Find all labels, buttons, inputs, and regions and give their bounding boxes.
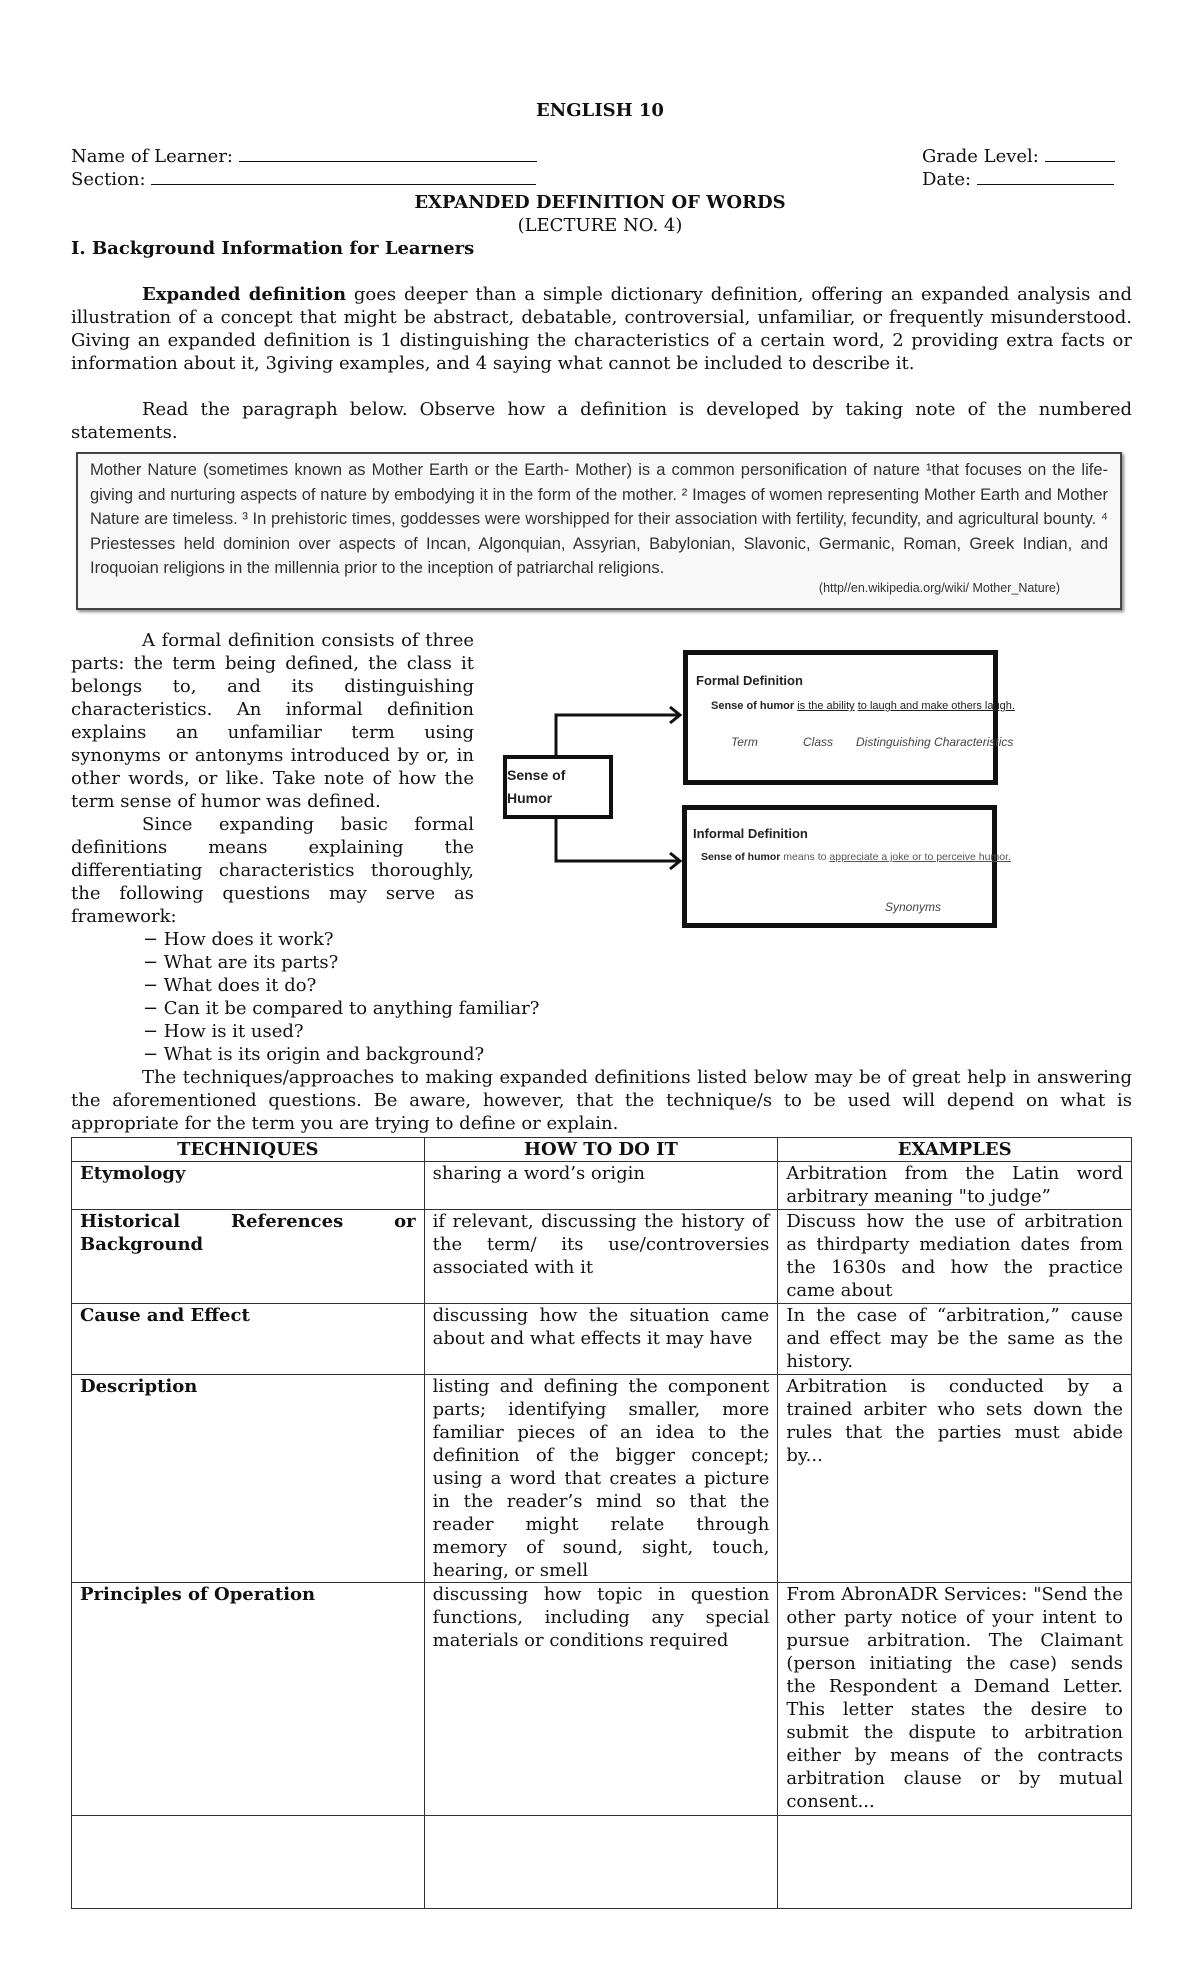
table-row [72, 1304, 1132, 1375]
lecture-number: (LECTURE NO. 4) [517, 215, 683, 236]
grade-field[interactable] [922, 145, 1115, 168]
header-examples: EXAMPLES [778, 1138, 1132, 1162]
instruction-paragraph: Read the paragraph below. Observe how a definition is developed by taking note of the numbered statements. [71, 399, 1132, 443]
question-list [143, 928, 539, 1066]
section-field[interactable] [71, 168, 536, 191]
informal-sentence [701, 846, 1011, 869]
example-cell: Arbitration is conducted by a trained arbiter who sets down the rules that the parties must abide by... [778, 1375, 1132, 1583]
label-synonyms: Synonyms [885, 900, 942, 914]
date-label: Date: [922, 169, 972, 190]
question-item: − Can it be compared to anything familiar? [143, 998, 540, 1019]
empty-cell [72, 1816, 425, 1909]
label-class: Class [803, 735, 834, 749]
term-bold: Expanded definition [142, 284, 347, 305]
techniques-table [71, 1137, 1132, 1909]
label-term: Term [731, 735, 758, 749]
technique-cell: Description [72, 1375, 425, 1583]
definition-diagram [490, 625, 1130, 930]
formal-informal-paragraph: A formal definition consists of three parts: the term being defined, the class it belongs to, and its distinguishing characteristics. An informal definition explains an unfamiliar term using synonyms or antonyms introduced by or, in other words, or like. Take note of how the term sense of humor was defined. [71, 630, 474, 812]
table-row [72, 1375, 1132, 1583]
informal-synonyms: appreciate a joke or to perceive humor. [829, 851, 1011, 863]
formal-term: Sense of humor [711, 700, 795, 712]
table-row [72, 1162, 1132, 1210]
technique-cell: Etymology [72, 1162, 425, 1210]
example-cell: Arbitration from the Latin word arbitrary meaning "to judge” [778, 1162, 1132, 1210]
informal-means: means to [780, 851, 830, 863]
grade-label: Grade Level: [922, 146, 1039, 167]
subject-title: ENGLISH 10 [536, 100, 664, 121]
formal-title: Formal Definition [696, 673, 803, 688]
informal-term: Sense of humor [701, 851, 781, 863]
example-cell: Discuss how the use of arbitration as thirdparty mediation dates from the 1630s and how the practice came about [778, 1210, 1132, 1304]
how-cell: sharing a word’s origin [424, 1162, 778, 1210]
intro-paragraph [71, 283, 1132, 375]
lesson-title: EXPANDED DEFINITION OF WORDS [414, 192, 786, 213]
section-label: Section: [71, 169, 146, 190]
formal-sentence [711, 695, 1015, 718]
section-heading: I. Background Information for Learners [71, 238, 475, 259]
intro-text: goes deeper than a simple dictionary definition, offering an expanded analysis and illustration of a concept that might be abstract, debatable, controversial, unfamiliar, or frequently misunderstood. Giving an expanded definition is 1 distinguishing the characteristics of a certain word, 2 providing extra facts or information about it, 3giving examples, and 4 saying what cannot be included to describe it. [71, 284, 1132, 374]
example-cell: In the case of “arbitration,” cause and effect may be the same as the history. [778, 1304, 1132, 1375]
framework-paragraph: Since expanding basic formal definitions means explaining the differentiating characteristics thoroughly, the following questions may serve as framework: [71, 814, 474, 927]
informal-title: Informal Definition [693, 826, 808, 841]
question-item: − What is its origin and background? [143, 1044, 485, 1065]
how-cell: listing and defining the component parts; identifying smaller, more familiar pieces of an idea to the definition of the bigger concept; using a word that creates a picture in the reader’s mind so that the reader might relate through memory of sound, sight, touch, hearing, or smell [424, 1375, 778, 1583]
question-item: − How does it work? [143, 929, 334, 950]
passage-text: Mother Nature (sometimes known as Mother Earth or the Earth- Mother) is a common personification of nature ¹that focuses on the life-giving and nurturing aspects of nature by embodying it in the form of the mother. ² Images of women representing Mother Earth and Mother Nature are timeless. ³ In prehistoric times, goddesses were worshipped for their association with fertility, fecundity, and agricultural bounty. ⁴ Priestesses held dominion over aspects of Incan, Algonquian, Assyrian, Babylonian, Slavonic, Germanic, Roman, Greek Indian, and Iroquoian religions in the millennia prior to the inception of patriarchal religions. [90, 461, 1108, 577]
how-cell: discussing how topic in question functions, including any special materials or conditions required [424, 1583, 778, 1816]
table-row-empty [72, 1816, 1132, 1909]
table-row [72, 1210, 1132, 1304]
informal-definition-box [682, 805, 1011, 928]
name-label: Name of Learner: [71, 146, 233, 167]
header-techniques: TECHNIQUES [72, 1138, 425, 1162]
how-cell: discussing how the situation came about and what effects it may have [424, 1304, 778, 1375]
center-term-box: Sense of Humor [503, 755, 613, 819]
how-cell: if relevant, discussing the history of the term/ its use/controversies associated with it [424, 1210, 778, 1304]
question-item: − What does it do? [143, 975, 317, 996]
quoted-passage [76, 452, 1122, 610]
passage-source: (http//en.wikipedia.org/wiki/ Mother_Nature) [818, 580, 1060, 595]
example-cell: From AbronADR Services: "Send the other party notice of your intent to pursue arbitration. The Claimant (person initiating the case) sends the Respondent a Demand Letter. This letter states the desire to submit the dispute to arbitration either by means of the contracts arbitration clause or by mutual consent... [778, 1583, 1132, 1816]
name-field[interactable] [71, 145, 537, 168]
technique-cell: Cause and Effect [72, 1304, 425, 1375]
date-field[interactable] [922, 168, 1114, 191]
formal-class: is the ability [797, 700, 855, 712]
question-item: − What are its parts? [143, 952, 339, 973]
label-characteristics: Distinguishing Characteristics [856, 735, 1014, 749]
formal-characteristics: to laugh and make others laugh. [857, 700, 1015, 712]
empty-cell [424, 1816, 778, 1909]
technique-cell: Principles of Operation [72, 1583, 425, 1816]
formal-definition-box [683, 650, 1015, 785]
header-how: HOW TO DO IT [424, 1138, 778, 1162]
table-row [72, 1583, 1132, 1816]
techniques-paragraph: The techniques/approaches to making expanded definitions listed below may be of great help in answering the aforementioned questions. Be aware, however, that the technique/s to be used will depend on what is appropriate for the term you are trying to define or explain. [71, 1067, 1132, 1134]
technique-cell: Historical References or Background [72, 1210, 425, 1304]
table-header-row [72, 1138, 1132, 1162]
question-item: − How is it used? [143, 1021, 304, 1042]
empty-cell [778, 1816, 1132, 1909]
